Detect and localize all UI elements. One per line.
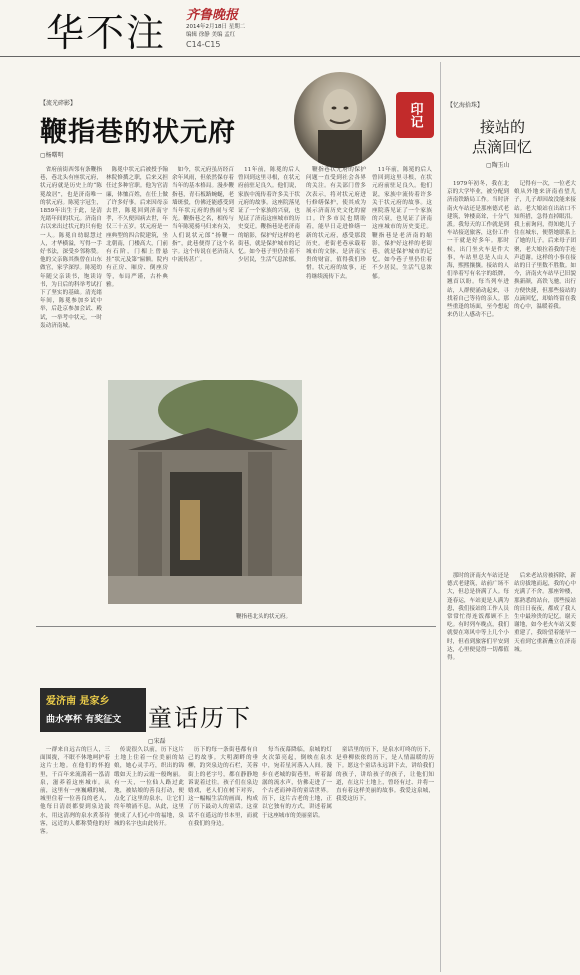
main-byline: ▢杨曙明 [40, 152, 64, 159]
bottom-col-2: 传说很久以前，历下这片土地上住着一位美丽的姑娘，她心灵手巧，织出的锦缎如天上的云霞一般绚丽。有一天，一位仙人路过此地，被姑娘的善良打动，便点化了这里的泉水，让它们终年喷涌不息。从此，这里便成了人们心中的福地，泉城的名字也由此传开。 [114, 747, 184, 827]
bottom-headline: 童话历下 [148, 704, 252, 732]
masthead-rule [0, 56, 580, 57]
main-col-3: 如今，状元府虽历经百余年风雨，但依然保存着当年的基本格局。漫步鞭指巷，青石板路蜿蜒，老墙斑驳，仿佛还能感受到当年状元府的热闹与荣光。鞭指巷之名，相传与当年陈冕骑马归来有关，人们说状元郎“扬鞭一指”，此巷便得了这个名字。这个传说在老济南人中流传甚广。 [172, 167, 234, 264]
side-col-3: 那时的济南火车站还是德式老建筑，站前广场不大，但总是挤满了人。每逢春运，车站更是人满为患，我们接站的工作人员常常忙得连饭都顾不上吃。有时列车晚点，我们就要在寒风中等上几个小时，但看到旅客们平安到达，心里便觉得一切都值得。 [447, 573, 509, 662]
portrait-photo [294, 72, 386, 168]
bottom-col-1: 一群来自远古的巨人，三面围拢，不眠不休地呵护着这片土地。在他们的怀抱里，千百年来流淌着一泓清泉，滋养着这座城市。从前，这里有一座巍峨的城，城里住着一位善良的老人，他每日清晨都要到泉边汲水，用这清冽的泉水煮茶待客，远近的人都称赞他的好客。 [40, 747, 110, 836]
courtyard-photo [108, 380, 302, 604]
main-col-1: 省府前街西邻有条鞭指巷，巷北头有座状元府，状元府就是历史上的“陈冕故居”，也是济南唯一的状元府。陈冕字冠生，1859年出生于此，是清光绪年间的状元。济南自古以来出过状元的只有他一人。陈冕自幼聪慧过人，才华横溢，写得一手好书法，深受乡邻称赞。他的父亲陈其焕曾在山东做官，家学深厚。陈冕幼年随父亲读书，饱读诗书，为日后的科举考试打下了坚实的基础。清光绪年间，陈冕参加乡试中举，后赴京参加会试、殿试，一举考中状元，一时轰动济南城。 [40, 167, 102, 329]
section-tag: 【流光碎影】 [40, 100, 77, 107]
section-title: 华不注 [46, 11, 167, 55]
side-section-tag: 【忆海拾珠】 [447, 102, 484, 109]
paper-logo: 齐鲁晚报 [186, 8, 239, 23]
seal-stamp [396, 92, 434, 138]
bottom-col-3: 历下的每一条街巷都有自己的故事。大明湖畔的垂柳，趵突泉边的石栏，芙蓉街上的老字号，都在静静地诉说着过往。孩子们在泉边嬉戏，老人们在树下对弈，这一幅幅生活的画面，构成了历下最动人的童话。这童话不在遥远的书本里，而就在我们的身边。 [188, 747, 258, 827]
page-numbers: C14-C15 [186, 40, 221, 49]
portrait-figure [294, 72, 386, 168]
seal-text: 印记 [407, 102, 423, 128]
side-col-1: 1979年初冬，我在北京的大学毕业，被分配到济南铁路局工作。当时济南火车站还是那座德式老建筑，钟楼高耸，十分气派。我每天的工作就是到车站接送旅客，这份工作一干就是好多年。那时候，出门坐火车是件大事，车站里总是人山人海，熙熙攘攘。接站的人们举着写有名字的纸牌，翘首以盼。每当列车进站，人群便涌动起来，寻找着自己等待的亲人。那些重逢的场面，至今想起来仍让人感动不已。 [447, 181, 509, 319]
side-col-4: 后来老站房被拆除，新站房拔地而起，我的心中充满了不舍。那座钟楼，那熟悉的站台，那些接站的日日夜夜，都成了我人生中最珍贵的记忆。谢天谢地，如今老火车站又要重建了，我盼望着能早一天看到它重新矗立在济南城。 [514, 573, 576, 653]
main-col-6: 11年前，陈冕的后人曾回到这里寻根，在状元府前驻足良久。他们说，家族中流传着许多关于状元府的故事。这座院落见证了一个家族的兴衰，也见证了济南这座城市的历史变迁。鞭指巷是老济南的缩影，保护好这样的老街巷，就是保护城市的记忆。如今巷子里仍住着不少居民，生活气息浓郁。 [372, 167, 432, 280]
issue-date: 2014年2月18日 星期二 [186, 24, 246, 30]
side-headline-1: 接站的 [480, 118, 526, 136]
bottom-byline: ▢宋磊 [148, 738, 166, 745]
photo-caption: 鞭指巷北头的状元府。 [236, 614, 292, 620]
main-headline: 鞭指巷的状元府 [40, 117, 236, 148]
main-col-4: 11年前，陈冕的后人曾回到这里寻根，在状元府前驻足良久。他们说，家族中流传着许多关于状元府的故事。这座院落见证了一个家族的兴衰，也见证了济南这座城市的历史变迁。鞭指巷是老济南的缩影，保护好这样的老街巷，就是保护城市的记忆。如今巷子里仍住着不少居民，生活气息浓郁。 [238, 167, 300, 264]
main-col-2: 陈冕中状元后被授予翰林院修撰之职，后来又担任过多种官职。他为官清廉，体恤百姓，在任上做了许多好事。后来因母亲去世，陈冕回到济南守孝，不久便因病去世，年仅三十五岁。状元府是一座典型的四合院建筑，坐北朝南，门楼高大，门前有石阶，门楣上曾悬挂“状元及第”匾额。院内有正房、厢房、倒座房等，布局严谨，古朴典雅。 [106, 167, 168, 288]
bottom-col-4: 每当夜幕降临，泉城的灯火次第亮起，倒映在泉水中，宛若星河落入人间。漫步在老城的街巷里，听着潺潺的流水声，仿佛走进了一个古老而神奇的童话世界。历下，这片古老的土地，正以它独有的方式，讲述着属于这座城市的美丽童话。 [262, 747, 332, 819]
courtyard-scene [108, 380, 302, 604]
promo-line-2: 曲水亭杯 有奖征文 [46, 715, 122, 725]
divider-right [440, 62, 441, 972]
bottom-col-5: 童话里的历下，是泉水叮咚的历下，是垂柳依依的历下，是人情温暖的历下。愿这个童话永远讲下去，讲给我们的孩子，讲给孩子的孩子，让他们知道，在这片土地上，曾经有过、并将一直有着这样美丽的故事。我爱这泉城，我爱这历下。 [336, 747, 434, 803]
bottom-section-rule [36, 626, 436, 627]
side-byline: ▢陶玉山 [486, 162, 510, 169]
side-col-2: 记得有一次，一位老大娘从外地来济南看望儿子，儿子却因故没能来接站。老大娘站在出站口不知所措，急得直掉眼泪。我上前询问，得知她儿子住在城东，便帮她联系上了她的儿子。后来母子团聚，老大娘拉着我的手连声道谢。这样的小事在接站的日子里数不胜数。如今，济南火车站早已旧貌换新颜，高铁飞驰，出行方便快捷，但那些接站的点滴回忆，却始终留在我的心中，温暖着我。 [514, 181, 576, 311]
main-col-5: 鞭指巷状元府的保护问题一直受到社会各界的关注。有关部门曾多次表示，将对状元府进行修缮保护，使其成为展示济南历史文化的窗口。许多市民也期盼着，能早日走进修缮一新的状元府，感受那段历史。老街老巷承载着城市的文脉，是济南宝贵的财富，值得我们珍惜。状元府的故事，还将继续流传下去。 [306, 167, 366, 280]
promo-line-1: 爱济南 是家乡 [46, 696, 110, 707]
promo-banner [40, 688, 146, 732]
staff-credits: 编辑 徐静 美编 孟红 [186, 32, 236, 38]
side-headline-2: 点滴回忆 [472, 138, 533, 156]
